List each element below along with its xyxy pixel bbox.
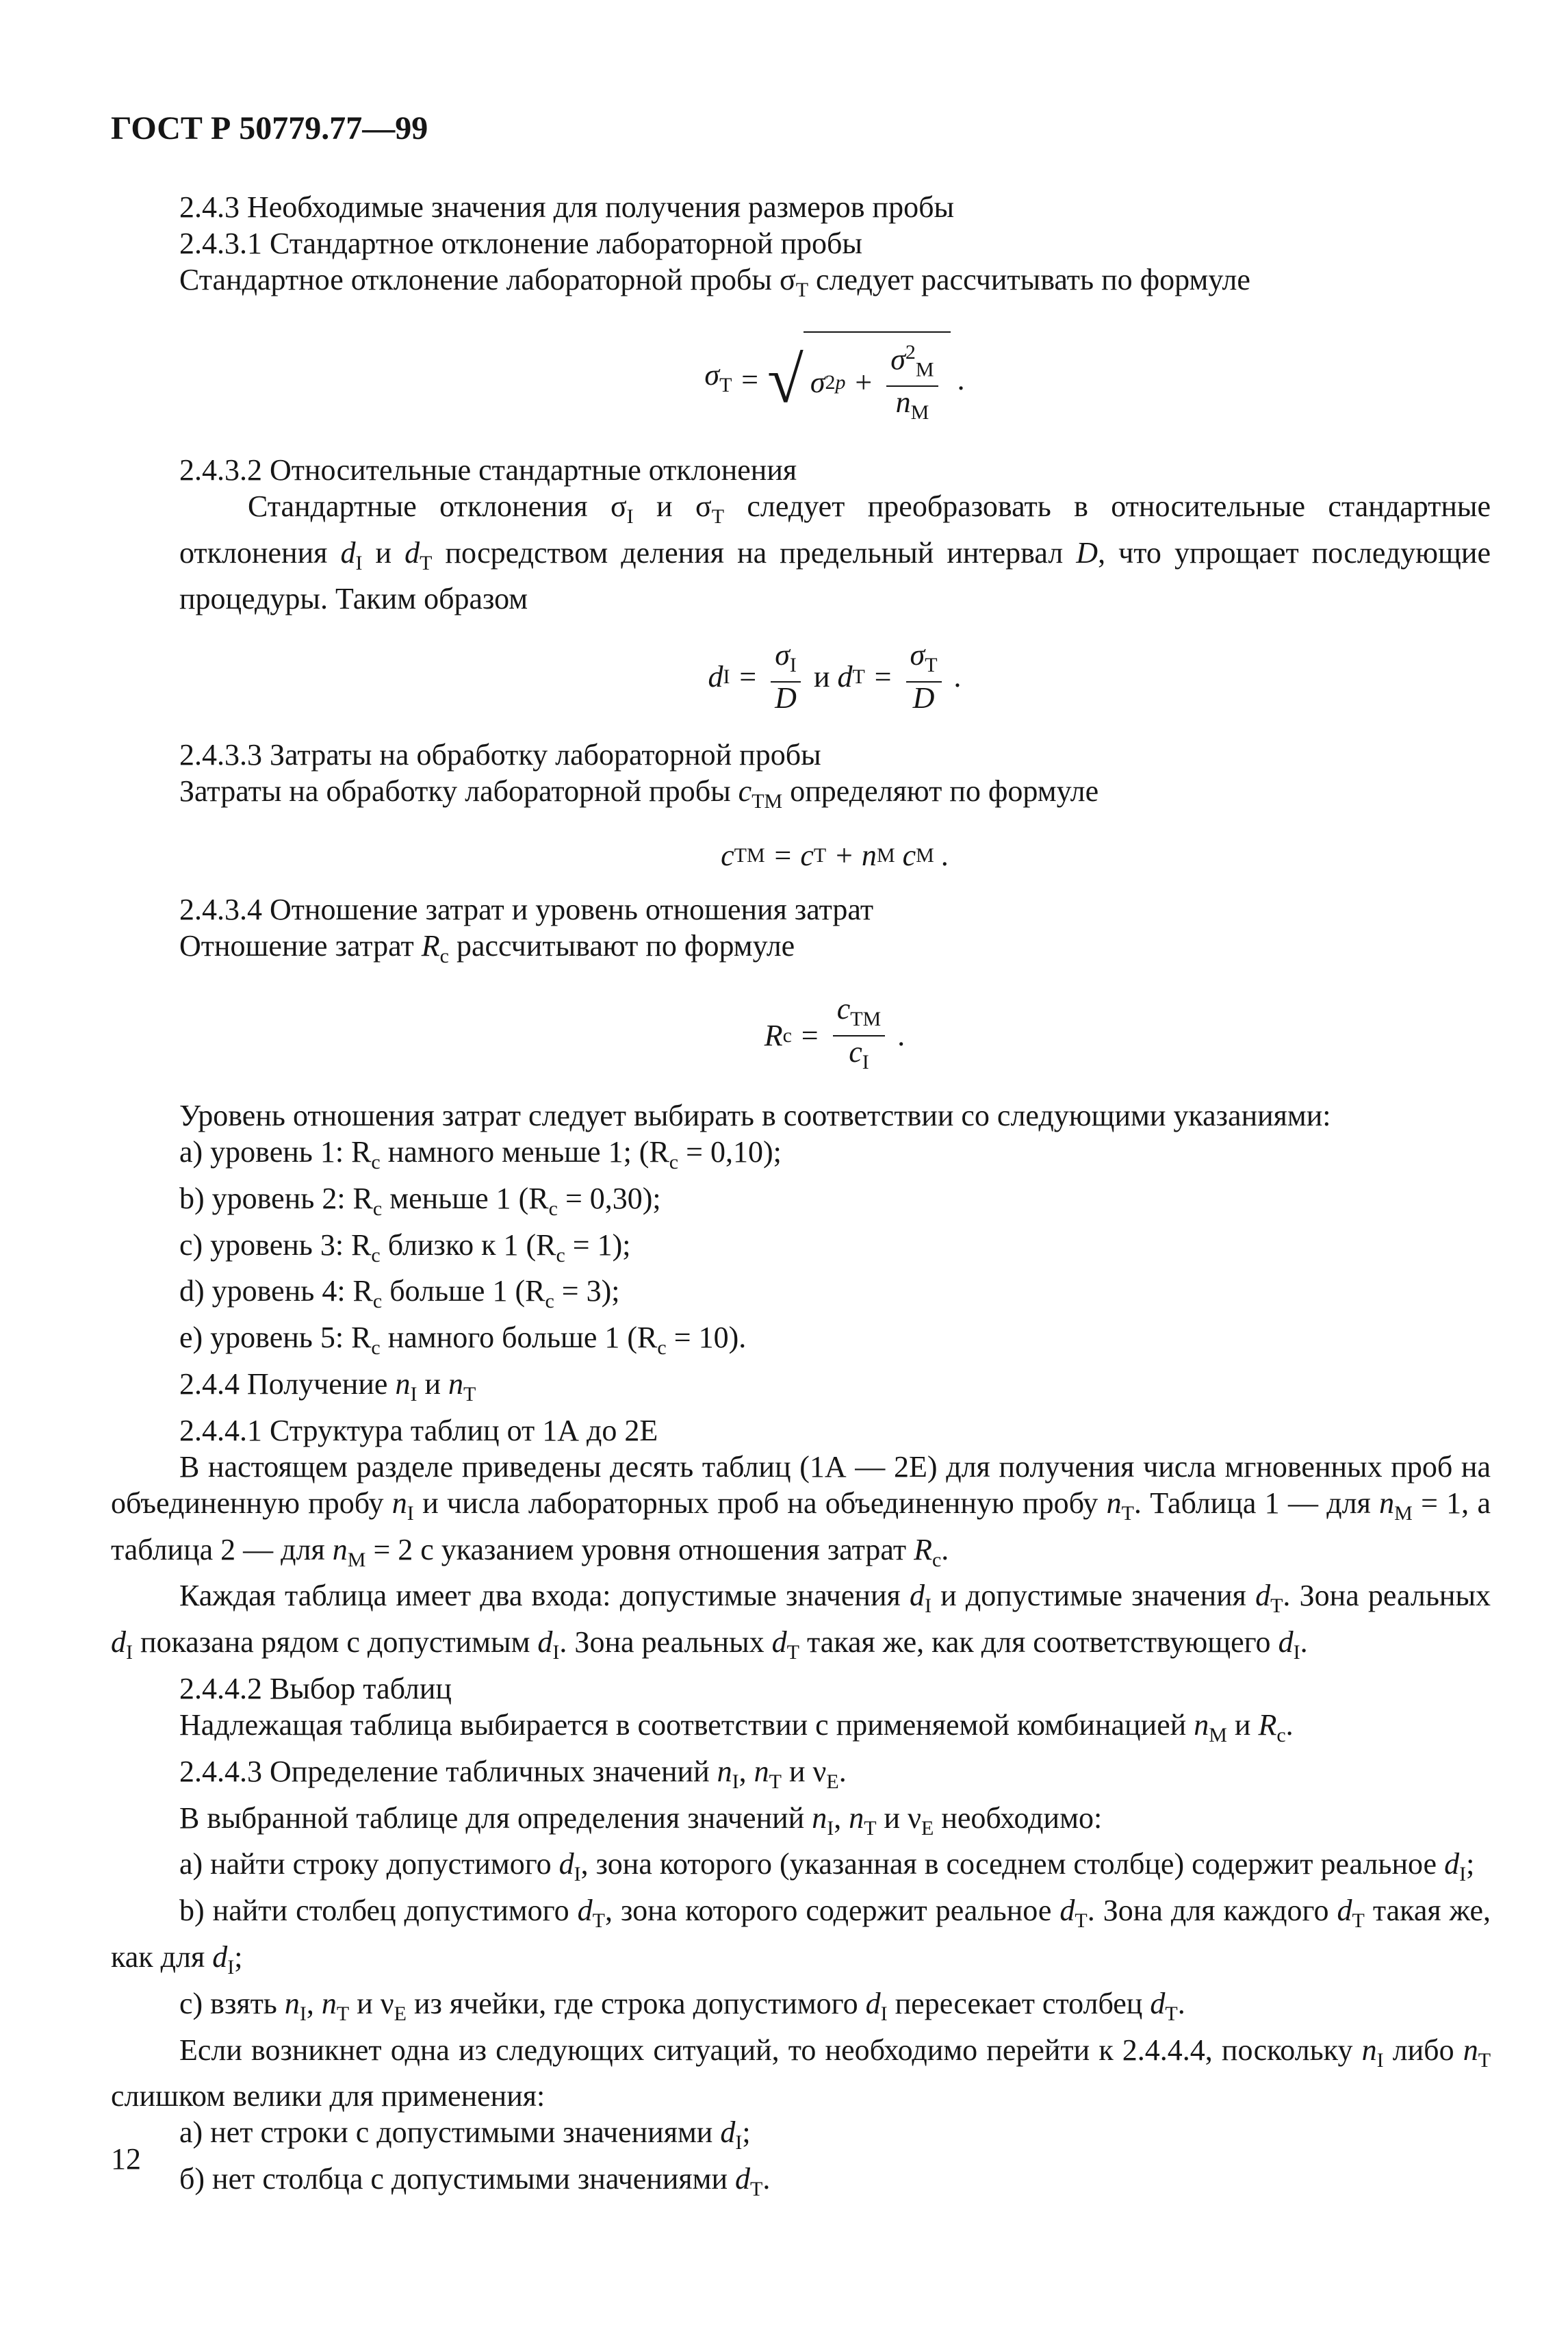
list-item: а) уровень 1: $R_c$ намного меньше 1; $(R_c = 0,10)$; (179, 1134, 782, 1173)
section-heading: 2.4.4.1 Структура таблиц от 1А до 2Е (179, 1413, 658, 1447)
formula-sigma-t: $\sigma_T$ = √ σ 2 p + $\frac{\sigma^2_M}{n_M}$ . (179, 308, 1491, 452)
section-heading: 2.4.4.2 Выбор таблиц (179, 1671, 452, 1705)
paragraph: Затраты на обработку лабораторной пробы $c_{TM}$ определяют по формуле (179, 774, 1099, 813)
section-heading: 2.4.3.1 Стандартное отклонение лабораторной пробы (179, 227, 862, 260)
paragraph: Отношение затрат $R_c$ рассчитывают по формуле (179, 929, 795, 967)
document-header: ГОСТ Р 50779.77—99 (111, 110, 428, 147)
list-item: c) уровень 3: $R_c$ близко к 1 $(R_c = 1)$; (179, 1228, 631, 1267)
paragraph: Если возникнет одна из следующих ситуаций, то необходимо перейти к 2.4.4.4, поскольку $n_I$ либо $n_T$ слишком велики для применения: (111, 2033, 1491, 2113)
section-heading: 2.4.3.4 Отношение затрат и уровень отношения затрат (179, 893, 874, 927)
paragraph: Стандартное отклонение лабораторной пробы $\sigma_T$ следует рассчитывать по формуле (179, 263, 1250, 301)
list-item: а) найти строку допустимого $d_I$, зона которого (указанная в соседнем столбце) содержит реальное $d_I$; (179, 1847, 1475, 1886)
paragraph: Стандартные отклонения $\sigma_I$ и $\sigma_T$ следует преобразовать в относительные стандартные отклонения $d_I$ и $d_T$ посредством деления на предельный интервал D, что упрощает последующие процедуры. Таким образом (179, 489, 1491, 616)
section-heading: 2.4.3.3 Затраты на обработку лабораторной пробы (179, 738, 821, 772)
list-item: d) уровень 4: $R_c$ больше 1 $(R_c = 3)$; (179, 1274, 620, 1313)
section-heading: 2.4.3.2 Относительные стандартные отклонения (179, 453, 797, 487)
formula-cost: c TM = c T + n M c M . (721, 839, 949, 873)
paragraph: Надлежащая таблица выбирается в соответствии с применяемой комбинацией $n_M$ и $R_c$. (179, 1707, 1294, 1746)
section-heading: 2.4.3 Необходимые значения для получения размеров пробы (179, 190, 955, 224)
section-heading: 2.4.4.3 Определение табличных значений $n_I$, $n_T$ и $\nu_E$. (179, 1754, 847, 1793)
list-item: б) нет столбца с допустимыми значениями $d_T$. (179, 2162, 771, 2200)
paragraph: Уровень отношения затрат следует выбирать в соответствии со следующими указаниями: (179, 1098, 1331, 1132)
list-item: e) уровень 5: $R_c$ намного больше 1 $(R_c = 10)$. (179, 1321, 747, 1359)
section-heading: 2.4.4 Получение $n_I$ и $n_T$ (179, 1366, 476, 1406)
list-item: а) нет строки с допустимыми значениями $d_I$; (179, 2115, 751, 2154)
paragraph: В выбранной таблице для определения значений $n_I$, $n_T$ и $\nu_E$ необходимо: (179, 1801, 1103, 1840)
formula-relative-deviations: d I = $\frac{\sigma_I}{D}$ и d T = $\frac{\sigma_T}{D}$ . (708, 638, 962, 715)
list-item: b) уровень 2: $R_c$ меньше 1 $(R_c = 0,30)$; (179, 1181, 661, 1220)
paragraph: Каждая таблица имеет два входа: допустимые значения $d_I$ и допустимые значения $d_T$. Зона реальных $d_I$ показана рядом с допустимым $d_I$. Зона реальных $d_T$ такая же, как для соответствующего $d_I$. (111, 1579, 1491, 1664)
list-item: b) найти столбец допустимого $d_T$, зона которого содержит реальное $d_T$. Зона для каждого $d_T$ такая же, как для $d_I$; (111, 1894, 1491, 1979)
list-item: с) взять $n_I$, $n_T$ и $\nu_E$ из ячейки, где строка допустимого $d_I$ пересекает столбец $d_T$. (179, 1986, 1185, 2025)
page-number: 12 (111, 2142, 141, 2176)
formula-cost-ratio: R c = $\frac{c_{TM}}{c_I}$ . (764, 992, 906, 1073)
paragraph: В настоящем разделе приведены десять таблиц (1А — 2Е) для получения числа мгновенных проб на объединенную пробу $n_I$ и числа лабораторных проб на объединенную пробу $n_T$. Таблица 1 — для $n_M = 1$, а таблица 2 — для $n_M = 2$ с указанием уровня отношения затрат $R_c$. (111, 1449, 1491, 1571)
